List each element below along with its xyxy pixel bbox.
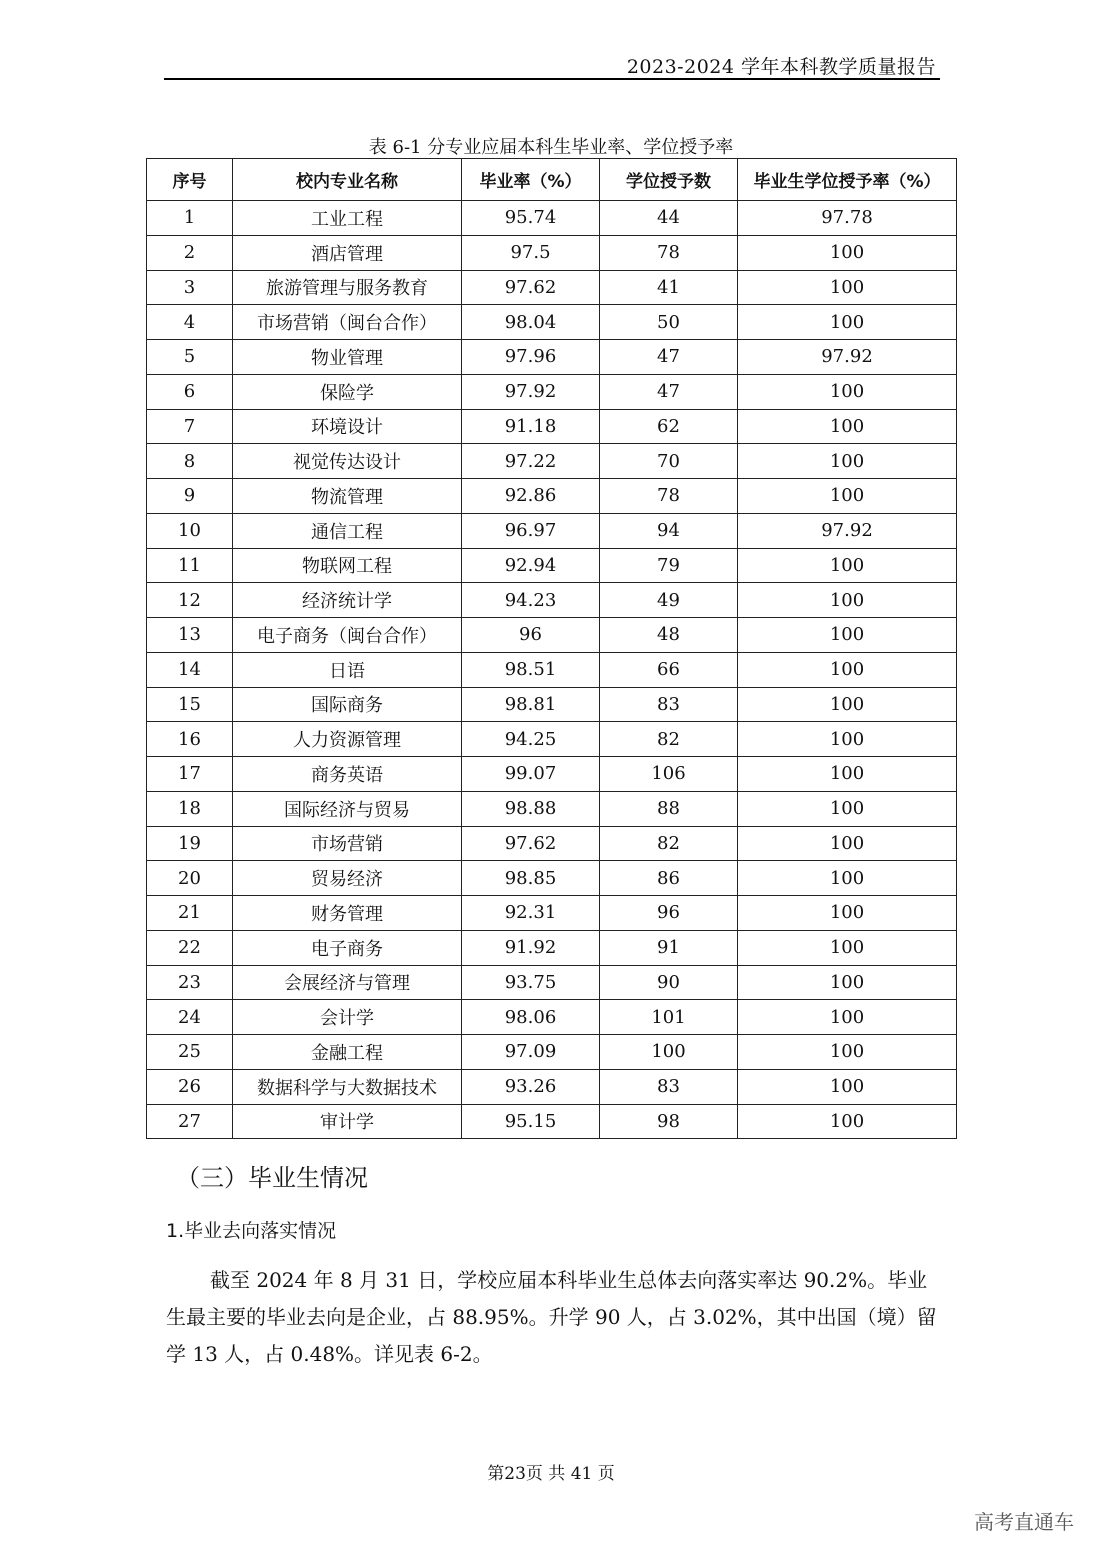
table-cell: 66 <box>600 652 738 687</box>
table-cell: 94 <box>600 513 738 548</box>
table-cell: 8 <box>147 444 233 479</box>
table-cell: 98.81 <box>462 687 600 722</box>
table-cell: 49 <box>600 583 738 618</box>
table-cell: 79 <box>600 548 738 583</box>
table-row <box>147 896 957 931</box>
table-row <box>147 652 957 687</box>
table-cell: 13 <box>147 618 233 653</box>
table-cell: 4 <box>147 305 233 340</box>
table-row <box>147 1035 957 1070</box>
table-cell: 96 <box>462 618 600 653</box>
table-cell: 100 <box>738 1104 957 1139</box>
table-cell: 11 <box>147 548 233 583</box>
table-cell: 5 <box>147 340 233 375</box>
table-cell: 88 <box>600 791 738 826</box>
table-cell: 10 <box>147 513 233 548</box>
table-cell: 环境设计 <box>233 409 462 444</box>
table-cell: 41 <box>600 270 738 305</box>
table-cell: 保险学 <box>233 374 462 409</box>
table-cell: 2 <box>147 235 233 270</box>
table-cell: 17 <box>147 757 233 792</box>
table-cell: 18 <box>147 791 233 826</box>
table-row <box>147 513 957 548</box>
table-cell: 100 <box>738 965 957 1000</box>
table-cell: 97.5 <box>462 235 600 270</box>
table-cell: 98.51 <box>462 652 600 687</box>
table-cell: 82 <box>600 826 738 861</box>
body-paragraph: 截至 2024 年 8 月 31 日，学校应届本科毕业生总体去向落实率达 90.2%。毕业生最主要的毕业去向是企业，占 88.95%。升学 90 人，占 3.02%，其中出国（境）留学 13 人，占 0.48%。详见表 6-2。 <box>166 1268 937 1366</box>
table-cell: 78 <box>600 235 738 270</box>
table-cell: 财务管理 <box>233 896 462 931</box>
table-cell: 100 <box>738 270 957 305</box>
table-cell: 98.85 <box>462 861 600 896</box>
table-cell: 物业管理 <box>233 340 462 375</box>
table-cell: 97.22 <box>462 444 600 479</box>
table-cell: 95.15 <box>462 1104 600 1139</box>
table-cell: 人力资源管理 <box>233 722 462 757</box>
table-cell: 工业工程 <box>233 201 462 236</box>
table-cell: 78 <box>600 479 738 514</box>
table-cell: 100 <box>738 1035 957 1070</box>
table-cell: 97.92 <box>738 513 957 548</box>
table-cell: 50 <box>600 305 738 340</box>
table-row <box>147 583 957 618</box>
table-cell: 100 <box>738 479 957 514</box>
table-row <box>147 235 957 270</box>
table-cell: 97.78 <box>738 201 957 236</box>
table-cell: 19 <box>147 826 233 861</box>
table-cell: 通信工程 <box>233 513 462 548</box>
table-cell: 101 <box>600 1000 738 1035</box>
table-row <box>147 479 957 514</box>
table-cell: 市场营销 <box>233 826 462 861</box>
table-cell: 98.06 <box>462 1000 600 1035</box>
table-cell: 16 <box>147 722 233 757</box>
table-cell: 98.88 <box>462 791 600 826</box>
table-cell: 日语 <box>233 652 462 687</box>
table-cell: 91.18 <box>462 409 600 444</box>
table-row <box>147 826 957 861</box>
table-row <box>147 1000 957 1035</box>
table-cell: 82 <box>600 722 738 757</box>
table-cell: 48 <box>600 618 738 653</box>
table-cell: 22 <box>147 930 233 965</box>
table-cell: 21 <box>147 896 233 931</box>
table-cell: 97.96 <box>462 340 600 375</box>
table-cell: 12 <box>147 583 233 618</box>
table-cell: 6 <box>147 374 233 409</box>
table-cell: 93.75 <box>462 965 600 1000</box>
table-cell: 100 <box>738 791 957 826</box>
table-cell: 电子商务 <box>233 930 462 965</box>
table-cell: 100 <box>600 1035 738 1070</box>
table-cell: 98.04 <box>462 305 600 340</box>
column-header: 校内专业名称 <box>233 159 462 201</box>
table-cell: 15 <box>147 687 233 722</box>
table-cell: 83 <box>600 687 738 722</box>
table-cell: 14 <box>147 652 233 687</box>
table-cell: 100 <box>738 409 957 444</box>
table-cell: 100 <box>738 305 957 340</box>
table-cell: 97.62 <box>462 826 600 861</box>
table-cell: 92.31 <box>462 896 600 931</box>
table-cell: 金融工程 <box>233 1035 462 1070</box>
table-row <box>147 757 957 792</box>
table-cell: 1 <box>147 201 233 236</box>
table-cell: 100 <box>738 652 957 687</box>
table-caption: 表 6-1 分专业应届本科生毕业率、学位授予率 <box>368 137 734 158</box>
table-row <box>147 444 957 479</box>
table-cell: 91.92 <box>462 930 600 965</box>
column-header: 学位授予数 <box>600 159 738 201</box>
table-row <box>147 687 957 722</box>
table-cell: 100 <box>738 722 957 757</box>
table-cell: 贸易经济 <box>233 861 462 896</box>
table-cell: 市场营销（闽台合作） <box>233 305 462 340</box>
table-row <box>147 270 957 305</box>
column-header: 序号 <box>147 159 233 201</box>
table-cell: 100 <box>738 583 957 618</box>
table-cell: 90 <box>600 965 738 1000</box>
table-row <box>147 201 957 236</box>
table-cell: 97.92 <box>462 374 600 409</box>
table-cell: 经济统计学 <box>233 583 462 618</box>
table-row <box>147 409 957 444</box>
table-cell: 99.07 <box>462 757 600 792</box>
table-cell: 106 <box>600 757 738 792</box>
table-cell: 100 <box>738 235 957 270</box>
table-row <box>147 861 957 896</box>
table-cell: 44 <box>600 201 738 236</box>
table-cell: 24 <box>147 1000 233 1035</box>
column-header: 毕业生学位授予率（%） <box>738 159 957 201</box>
table-cell: 9 <box>147 479 233 514</box>
table-cell: 100 <box>738 826 957 861</box>
table-cell: 95.74 <box>462 201 600 236</box>
section-heading: （三）毕业生情况 <box>176 1164 368 1192</box>
table-cell: 96 <box>600 896 738 931</box>
table-cell: 100 <box>738 687 957 722</box>
table-cell: 商务英语 <box>233 757 462 792</box>
table-cell: 20 <box>147 861 233 896</box>
table-row <box>147 1069 957 1104</box>
table-cell: 83 <box>600 1069 738 1104</box>
table-cell: 100 <box>738 896 957 931</box>
table-cell: 100 <box>738 861 957 896</box>
table-cell: 100 <box>738 374 957 409</box>
table-body <box>147 201 957 1139</box>
table-cell: 物联网工程 <box>233 548 462 583</box>
table-cell: 100 <box>738 757 957 792</box>
table-cell: 47 <box>600 340 738 375</box>
table-cell: 审计学 <box>233 1104 462 1139</box>
table-row <box>147 930 957 965</box>
table-cell: 国际经济与贸易 <box>233 791 462 826</box>
table-cell: 电子商务（闽台合作） <box>233 618 462 653</box>
table-cell: 7 <box>147 409 233 444</box>
table-row <box>147 374 957 409</box>
table-cell: 94.25 <box>462 722 600 757</box>
table-cell: 100 <box>738 930 957 965</box>
table-cell: 100 <box>738 548 957 583</box>
table-cell: 92.94 <box>462 548 600 583</box>
table-row <box>147 722 957 757</box>
table-row <box>147 965 957 1000</box>
graduation-rate-table <box>146 158 957 1139</box>
table-cell: 3 <box>147 270 233 305</box>
header-rule <box>164 78 940 80</box>
table-cell: 94.23 <box>462 583 600 618</box>
table-cell: 86 <box>600 861 738 896</box>
table-cell: 91 <box>600 930 738 965</box>
table-cell: 97.09 <box>462 1035 600 1070</box>
table-cell: 数据科学与大数据技术 <box>233 1069 462 1104</box>
table-cell: 47 <box>600 374 738 409</box>
page-number: 第23页 共 41 页 <box>487 1464 615 1484</box>
table-row <box>147 305 957 340</box>
table-cell: 会展经济与管理 <box>233 965 462 1000</box>
table-cell: 70 <box>600 444 738 479</box>
table-cell: 98 <box>600 1104 738 1139</box>
table-cell: 物流管理 <box>233 479 462 514</box>
table-header-row <box>147 159 957 201</box>
watermark-text: 高考直通车 <box>974 1510 1074 1534</box>
table-cell: 92.86 <box>462 479 600 514</box>
table-cell: 26 <box>147 1069 233 1104</box>
table-cell: 100 <box>738 1000 957 1035</box>
table-cell: 100 <box>738 618 957 653</box>
table-cell: 96.97 <box>462 513 600 548</box>
table-row <box>147 1104 957 1139</box>
table-row <box>147 618 957 653</box>
table-cell: 100 <box>738 1069 957 1104</box>
table-cell: 旅游管理与服务教育 <box>233 270 462 305</box>
table-cell: 62 <box>600 409 738 444</box>
subsection-heading: 1.毕业去向落实情况 <box>166 1220 337 1242</box>
table-row <box>147 340 957 375</box>
table-cell: 93.26 <box>462 1069 600 1104</box>
table-cell: 会计学 <box>233 1000 462 1035</box>
table-cell: 国际商务 <box>233 687 462 722</box>
table-row <box>147 791 957 826</box>
report-header-title: 2023-2024 学年本科教学质量报告 <box>626 56 936 78</box>
table-cell: 100 <box>738 444 957 479</box>
table-cell: 视觉传达设计 <box>233 444 462 479</box>
table-row <box>147 548 957 583</box>
column-header: 毕业率（%） <box>462 159 600 201</box>
table-cell: 23 <box>147 965 233 1000</box>
table-cell: 97.62 <box>462 270 600 305</box>
table-cell: 97.92 <box>738 340 957 375</box>
table-cell: 酒店管理 <box>233 235 462 270</box>
table-cell: 27 <box>147 1104 233 1139</box>
table-cell: 25 <box>147 1035 233 1070</box>
